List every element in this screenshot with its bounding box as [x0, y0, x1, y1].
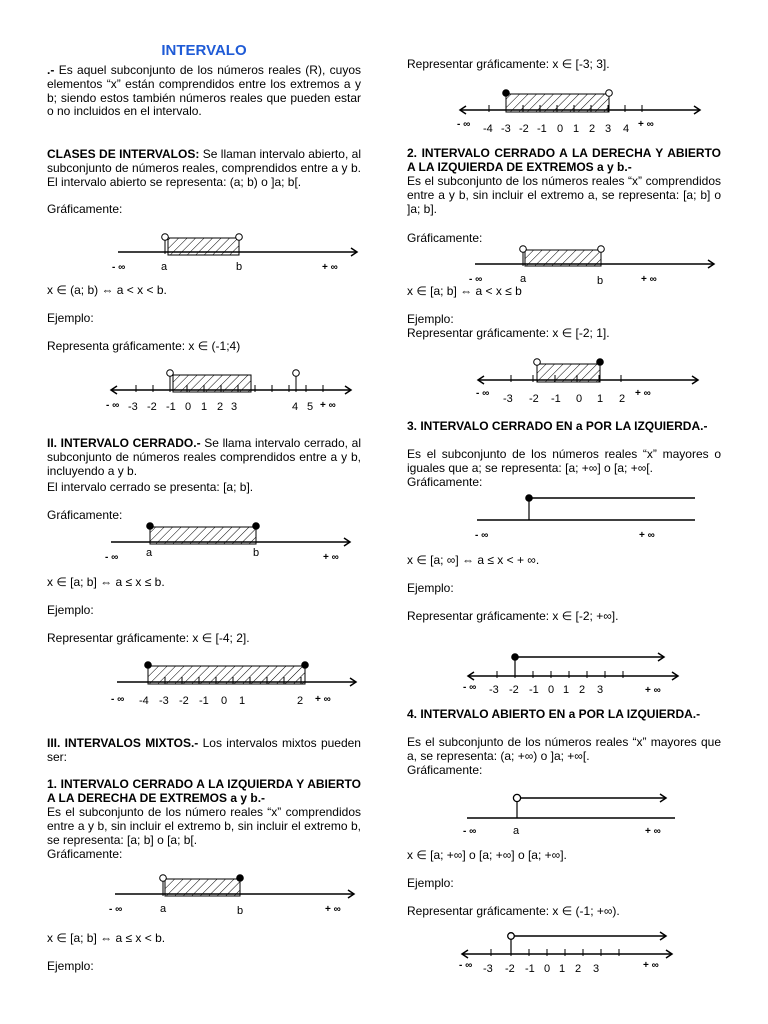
interval-shade	[148, 666, 305, 684]
tick-label: -1	[199, 695, 209, 707]
plus-infinity: + ∞	[323, 552, 339, 563]
tick-label: -2	[179, 695, 189, 707]
interval-shade	[168, 238, 239, 255]
closed-paragraph	[47, 437, 361, 478]
ejemplo-label: Ejemplo:	[47, 603, 94, 617]
number-line-m2-example	[473, 352, 703, 404]
closed-text-2: El intervalo cerrado se presenta: [a; b].	[47, 480, 254, 494]
tick-label: 0	[557, 123, 564, 135]
tick-label: 3	[593, 963, 600, 975]
plus-infinity: + ∞	[645, 685, 661, 696]
plus-infinity: + ∞	[315, 694, 331, 705]
open-formula: x ∈ (a; b) ⇔ a < x < b.	[47, 283, 167, 297]
open-dot-left	[534, 359, 541, 366]
ejemplo-label: Ejemplo:	[47, 311, 94, 325]
open-dot-a	[162, 234, 169, 241]
label-a: a	[520, 273, 527, 285]
minus-infinity: - ∞	[112, 262, 126, 273]
label-b: b	[236, 261, 243, 273]
plus-infinity: + ∞	[320, 400, 336, 411]
tick-label: -2	[505, 963, 515, 975]
minus-infinity: - ∞	[463, 682, 477, 693]
tick-label: -2	[529, 393, 539, 405]
m1-heading: 1. INTERVALO CERRADO A LA IZQUIERDA Y ABIERTO A LA DERECHA DE EXTREMOS a y b.-	[47, 777, 361, 805]
tick-labels	[128, 401, 313, 413]
tick-labels	[503, 393, 625, 405]
m2-heading: 2. INTERVALO CERRADO A LA DERECHA Y ABIERTO A LA IZQUIERDA DE EXTREMOS a y b.-	[407, 146, 721, 174]
tick-label: -3	[501, 123, 511, 135]
closed-formula: x ∈ [a; b] ⇔ a ≤ x ≤ b.	[47, 575, 165, 589]
m1-formula: x ∈ [a; b] ⇔ a ≤ x < b.	[47, 931, 166, 945]
clases-heading: CLASES DE INTERVALOS:	[47, 147, 200, 161]
closed-dot-right	[302, 662, 309, 669]
m4-example-text: Representar gráficamente: x ∈ (-1; +∞).	[407, 904, 620, 918]
plus-infinity: + ∞	[325, 904, 341, 915]
closed-dot-b	[253, 523, 260, 530]
m1-example-text: Representar gráficamente: x ∈ [-3; 3].	[407, 57, 610, 71]
tick-label: -1	[537, 123, 547, 135]
interval-shade	[150, 527, 256, 544]
tick-label: 1	[559, 963, 566, 975]
minus-infinity: - ∞	[111, 694, 125, 705]
graficamente-label: Gráficamente:	[407, 763, 483, 777]
minus-infinity: - ∞	[105, 552, 119, 563]
m4-heading: 4. INTERVALO ABIERTO EN a POR LA IZQUIERDA.-	[407, 707, 701, 721]
number-line-m3-general	[471, 488, 701, 544]
tick-label: -3	[483, 963, 493, 975]
closed-dot-a	[526, 495, 533, 502]
m3-text: Es el subconjunto de los números reales “x” mayores o iguales que a; se representa: [a; +∞] o [a; +∞[.	[407, 447, 721, 475]
clases-paragraph	[47, 148, 361, 189]
label-b: b	[237, 905, 244, 917]
tick-label: 5	[307, 401, 314, 413]
open-dot-a	[520, 246, 527, 253]
m4-text: Es el subconjunto de los números reales “x” mayores que a, se representa: (a; +∞) o ]a; +∞[.	[407, 735, 721, 763]
graficamente-label: Gráficamente:	[47, 847, 123, 861]
tick-label: 4	[623, 123, 630, 135]
minus-infinity: - ∞	[475, 530, 489, 541]
tick-label: 2	[217, 401, 224, 413]
tick-label: 3	[605, 123, 612, 135]
tick-label: -1	[551, 393, 561, 405]
open-dot-b	[598, 246, 605, 253]
closed-dot	[512, 654, 519, 661]
tick-label: -3	[503, 393, 513, 405]
graficamente-label: Gráficamente:	[407, 231, 483, 245]
minus-infinity: - ∞	[106, 400, 120, 411]
label-a: a	[161, 261, 168, 273]
tick-label: -1	[529, 684, 539, 696]
tick-label: 2	[619, 393, 626, 405]
tick-label: -4	[139, 695, 149, 707]
tick-label: -3	[159, 695, 169, 707]
number-line-open-example	[106, 364, 354, 414]
tick-label: -2	[147, 401, 157, 413]
tick-label: -2	[509, 684, 519, 696]
number-line-m2-general	[469, 238, 719, 288]
number-line-m4-example	[457, 924, 677, 978]
tick-label: 1	[563, 684, 570, 696]
number-line-closed-general	[105, 518, 355, 566]
plus-infinity: + ∞	[635, 388, 651, 399]
tick-label: 2	[589, 123, 596, 135]
open-dot-a	[513, 794, 520, 801]
plus-infinity: + ∞	[639, 530, 655, 541]
mixed-paragraph	[47, 737, 361, 765]
closed-dot-right	[597, 359, 604, 366]
number-line-m1-general	[109, 868, 359, 918]
tick-label: 0	[544, 963, 551, 975]
minus-infinity: - ∞	[469, 274, 483, 285]
tick-label: 0	[185, 401, 192, 413]
label-a: a	[160, 903, 167, 915]
closed-heading: II. INTERVALO CERRADO.-	[47, 436, 201, 450]
m4-formula: x ∈ [a; +∞] o [a; +∞] o [a; +∞].	[407, 848, 567, 862]
tick-label: 1	[573, 123, 580, 135]
interval-shade	[525, 250, 601, 266]
ejemplo-label: Ejemplo:	[407, 876, 454, 890]
label-b: b	[597, 275, 604, 287]
open-dot-right	[606, 90, 613, 97]
minus-infinity: - ∞	[109, 904, 123, 915]
minus-infinity: - ∞	[459, 960, 473, 971]
interval-shade	[165, 879, 240, 896]
ejemplo-label: Ejemplo:	[407, 312, 454, 326]
label-a: a	[146, 547, 153, 559]
number-line-m1-example	[455, 82, 705, 134]
closed-dot-left	[503, 90, 510, 97]
m2-example-text: Representar gráficamente: x ∈ [-2; 1].	[407, 326, 610, 340]
tick-label: 3	[231, 401, 238, 413]
closed-dot-left	[145, 662, 152, 669]
ejemplo-label: Ejemplo:	[47, 959, 94, 973]
tick-label: 1	[597, 393, 604, 405]
tick-labels	[483, 123, 629, 135]
tick-label: -4	[483, 123, 493, 135]
number-line-m4-general	[461, 786, 681, 840]
plus-infinity: + ∞	[641, 274, 657, 285]
open-dot	[508, 933, 515, 940]
mixed-heading: III. INTERVALOS MIXTOS.-	[47, 736, 199, 750]
tick-label: -1	[525, 963, 535, 975]
open-example-text: Representa gráficamente: x ∈ (-1;4)	[47, 339, 241, 353]
graficamente-label: Gráficamente:	[47, 508, 123, 522]
interval-shade	[537, 364, 600, 382]
tick-labels	[489, 684, 603, 696]
minus-infinity: - ∞	[457, 119, 471, 130]
tick-label: 1	[239, 695, 246, 707]
closed-example-text: Representar gráficamente: x ∈ [-4; 2].	[47, 631, 250, 645]
open-dot-right	[293, 370, 300, 377]
intro-paragraph	[47, 64, 361, 119]
tick-label: -3	[128, 401, 138, 413]
number-line-closed-example	[111, 654, 361, 706]
m2-formula: x ∈ [a; b] ⇔ a < x ≤ b	[407, 284, 522, 298]
open-dot-b	[236, 234, 243, 241]
page-title: INTERVALO	[161, 42, 247, 59]
interval-shade	[173, 375, 251, 392]
plus-infinity: + ∞	[643, 960, 659, 971]
graficamente-label: Gráficamente:	[407, 475, 483, 489]
tick-label: 2	[297, 695, 304, 707]
tick-labels	[139, 695, 303, 707]
tick-label: 0	[548, 684, 555, 696]
intro-lead: .-	[47, 63, 55, 77]
intro-text: Es aquel subconjunto de los números reales (R), cuyos elementos “x” están comprendidos entre los extremos a y b; siendo estos también números reales que pueden estar o no incluidos en el intervalo.	[47, 63, 361, 119]
m3-example-text: Representar gráficamente: x ∈ [-2; +∞].	[407, 609, 619, 623]
closed-dot-b	[237, 875, 244, 882]
tick-label: 2	[575, 963, 582, 975]
plus-infinity: + ∞	[638, 119, 654, 130]
open-dot-left	[167, 370, 174, 377]
graficamente-label: Gráficamente:	[47, 202, 123, 216]
number-line-m3-example	[463, 648, 683, 700]
tick-label: 4	[292, 401, 299, 413]
m1-text: Es el subconjunto de los número reales “x” comprendidos entre a y b, sin incluir el extremo b, sin incluir el extremo b, se representa: [a; b] o [a; b[.	[47, 805, 361, 847]
plus-infinity: + ∞	[645, 826, 661, 837]
tick-label: 0	[576, 393, 583, 405]
clases-text: Se llaman intervalo abierto, al subconjunto de números reales, comprendidos entre a y b. El intervalo abierto se representa: (a; b) o ]a; b[.	[47, 147, 361, 189]
m2-text: Es el subconjunto de los números reales “x” comprendidos entre a y b, sin incluir el extremo a, se representa: [a; b] o ]a; b].	[407, 174, 721, 216]
tick-label: 3	[597, 684, 604, 696]
m3-formula: x ∈ [a; ∞] ⇔ a ≤ x < + ∞.	[407, 553, 540, 567]
tick-labels	[483, 963, 599, 975]
tick-label: 1	[201, 401, 208, 413]
m3-heading: 3. INTERVALO CERRADO EN a POR LA IZQUIERDA.-	[407, 419, 708, 433]
open-dot-a	[160, 875, 167, 882]
mixed-text: Los intervalos mixtos pueden ser:	[47, 736, 361, 764]
closed-text: Se llama intervalo cerrado, al subconjunto de números reales comprendidos entre a y b, incluyendo a y b.	[47, 436, 361, 478]
minus-infinity: - ∞	[463, 826, 477, 837]
number-line-open-general	[112, 228, 362, 276]
label-b: b	[253, 547, 260, 559]
ejemplo-label: Ejemplo:	[407, 581, 454, 595]
tick-label: 2	[579, 684, 586, 696]
tick-label: -2	[519, 123, 529, 135]
tick-label: -1	[166, 401, 176, 413]
label-a: a	[513, 825, 520, 837]
tick-label: 0	[221, 695, 228, 707]
tick-label: -3	[489, 684, 499, 696]
plus-infinity: + ∞	[322, 262, 338, 273]
closed-dot-a	[147, 523, 154, 530]
minus-infinity: - ∞	[476, 388, 490, 399]
interval-shade	[506, 94, 609, 112]
